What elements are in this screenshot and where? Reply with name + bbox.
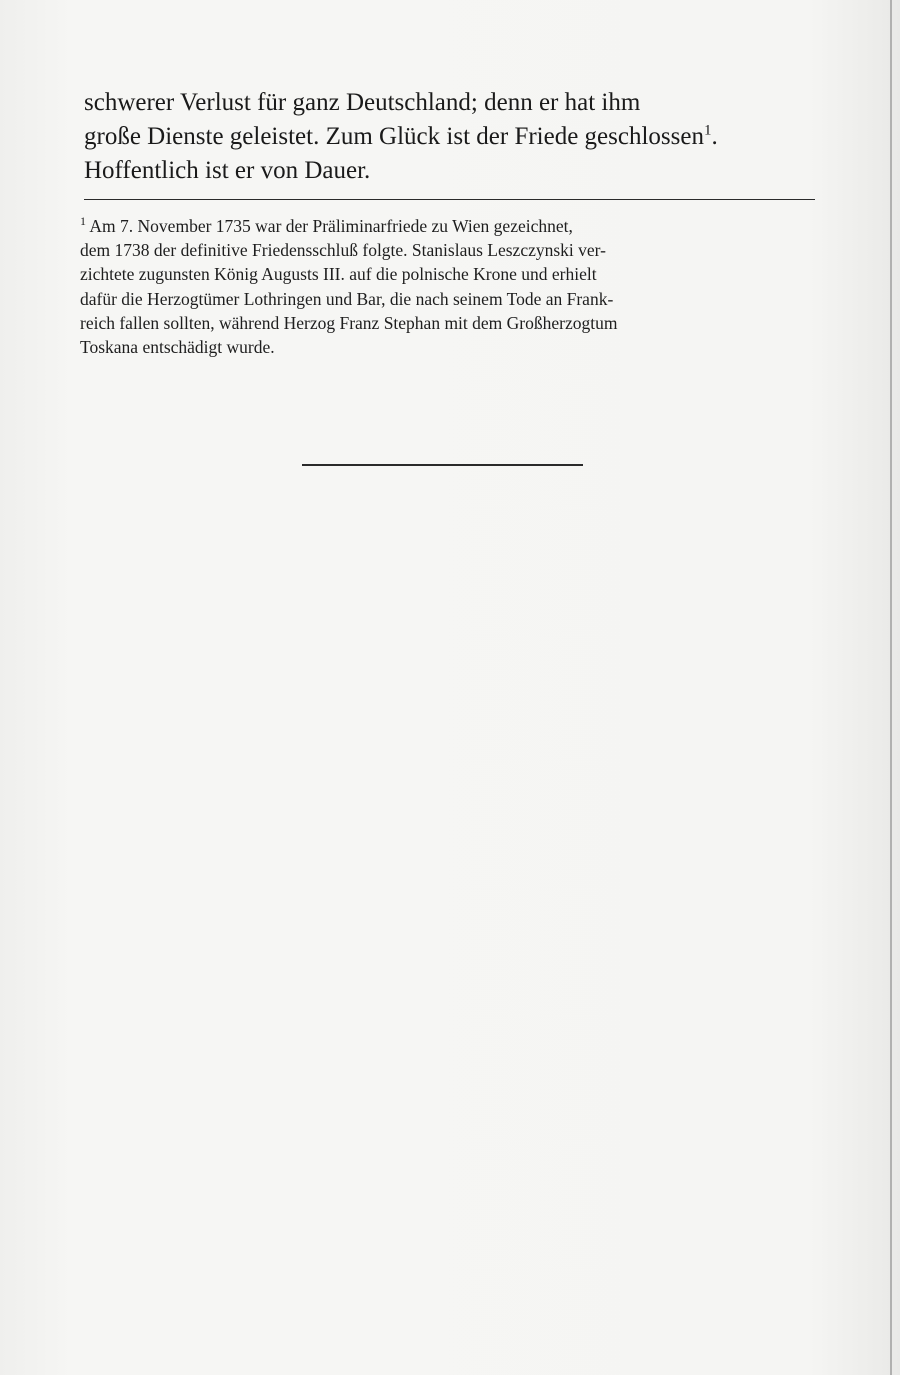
main-text-line: schwerer Verlust für ganz Deutschland; denn er hat ihm [84, 89, 641, 116]
footnote-line: dafür die Herzogtümer Lothringen und Bar, die nach seinem Tode an Frank- [80, 288, 614, 309]
footnote-line: dem 1738 der definitive Friedensschluß folgte. Stanislaus Leszczynski ver- [80, 240, 606, 261]
main-text-line-punctuation: . [711, 123, 718, 150]
main-text-line: Hoffentlich ist er von Dauer. [84, 157, 371, 184]
footnote-line: reich fallen sollten, während Herzog Franz Stephan mit dem Großherzogtum [80, 312, 618, 333]
page-edge-shadow [890, 0, 892, 1375]
footnote-line [80, 214, 816, 238]
footnote-line: zichtete zugunsten König Augusts III. auf die polnische Krone und erhielt [80, 264, 597, 285]
footnote-block [80, 214, 816, 359]
section-end-rule [302, 464, 583, 466]
footnote-reference: 1 [703, 122, 712, 139]
footnote-line-content: Am 7. November 1735 war der Präliminarfriede zu Wien gezeichnet, [89, 216, 573, 236]
footnote-separator-rule [84, 199, 815, 200]
main-text-block [84, 86, 814, 188]
footnote-mark: 1 [80, 214, 86, 229]
footnote-line: Toskana entschädigt wurde. [80, 337, 275, 358]
main-text-line [84, 120, 814, 154]
main-text-line-content: große Dienste geleistet. Zum Glück ist der Friede geschlossen [84, 123, 704, 150]
